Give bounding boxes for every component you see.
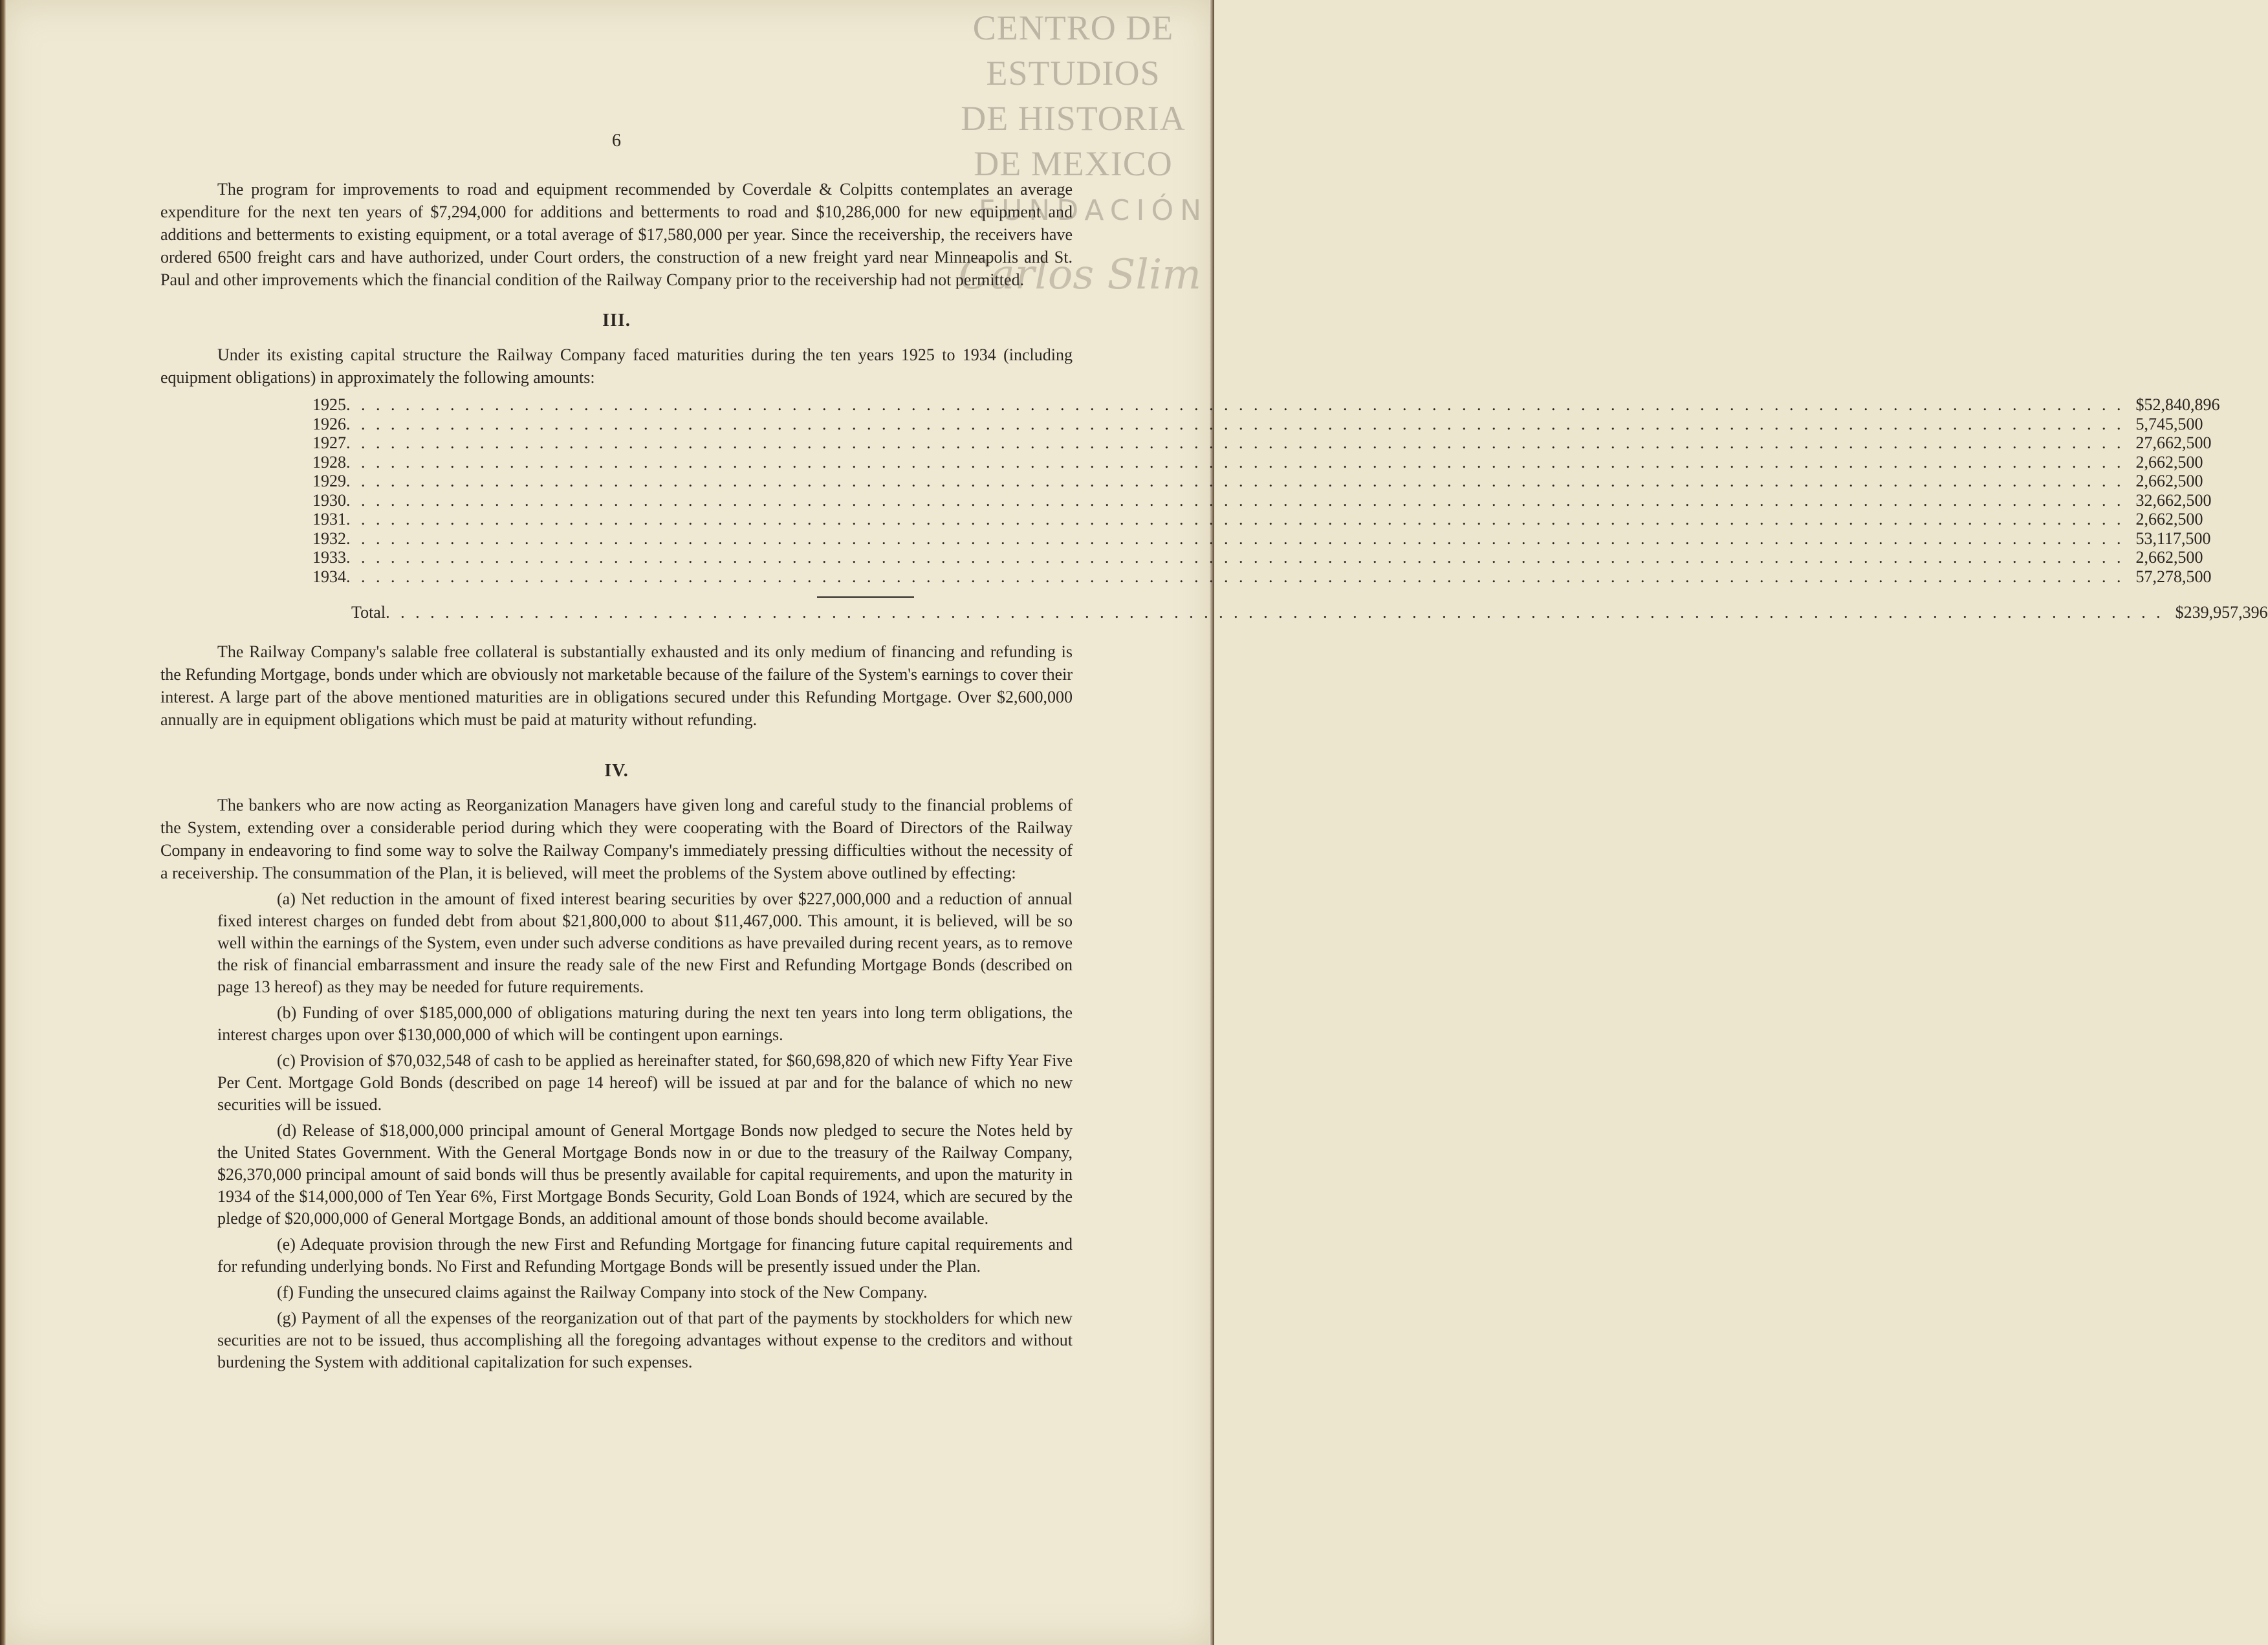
- maturity-year: 1930: [312, 490, 346, 510]
- plan-effect-item: (a) Net reduction in the amount of fixed interest bearing securities by over $227,000,000 and a reduction of annual fixed interest charges on funded debt from about $21,800,000 to about $11,467,000. This amount, it is believed, will be so well within the earnings of the System, even under such adverse conditions as have prevailed during recent years, as to remove the risk of financial embarrassment and insure the ready sale of the new First and Refunding Mortgage Bonds (described on page 13 hereof) as they may be needed for future requirements.: [217, 889, 1073, 996]
- maturity-row: [312, 433, 2212, 453]
- maturity-row: [312, 395, 2220, 415]
- maturity-row: [312, 548, 2203, 567]
- maturity-row: [312, 414, 2203, 434]
- maturity-year: 1934: [312, 567, 346, 586]
- maturity-total-row: [312, 603, 2268, 622]
- maturity-row: [312, 567, 2212, 587]
- page-edge-right: [1209, 0, 1214, 1645]
- leader-dots: . . . . . . . . . . . . . . . . . . . . . . . . . . . . . . . . . . . . . . . . . . . . . . . . . . . . . . . . . . . . . . . . . . . . . . . . . . . . . . . . . . . . . . . . . . . . . . . . . . . . . . . . . . . . . . . . . . . . . . . .: [346, 452, 2124, 472]
- total-rule: [817, 596, 914, 598]
- leader-dots: . . . . . . . . . . . . . . . . . . . . . . . . . . . . . . . . . . . . . . . . . . . . . . . . . . . . . . . . . . . . . . . . . . . . . . . . . . . . . . . . . . . . . . . . . . . . . . . . . . . . . . . . . . . . . . . . . . . . . . . .: [346, 528, 2124, 548]
- watermark-signature: Carlos Slim: [958, 251, 1201, 299]
- section-iv-intro: The bankers who are now acting as Reorganization Managers have given long and careful study to the financial problems of the System, extending over a considerable period during which they were cooperating with the Board of Directors of the Railway Company in endeavoring to find some way to solve the Railway Company's immediately pressing difficulties without the necessity of a receivership. The consummation of the Plan, it is believed, will meet the problems of the System above outlined by effecting:: [160, 795, 1073, 882]
- total-label: Total: [351, 603, 386, 622]
- leader-dots: . . . . . . . . . . . . . . . . . . . . . . . . . . . . . . . . . . . . . . . . . . . . . . . . . . . . . . . . . . . . . . . . . . . . . . . . . . . . . . . . . . . . . . . . . . . . . . . . . . . . . . . . . . . . . . . . . . . . . . . .: [346, 472, 2124, 490]
- leader-dots: . . . . . . . . . . . . . . . . . . . . . . . . . . . . . . . . . . . . . . . . . . . . . . . . . . . . . . . . . . . . . . . . . . . . . . . . . . . . . . . . . . . . . . . . . . . . . . . . . . . . . . . . . . . . . . . . . . . . . . . .: [346, 433, 2124, 452]
- maturity-year: 1932: [312, 528, 346, 548]
- maturity-amount: $52,840,896: [2135, 395, 2220, 414]
- leader-dots: . . . . . . . . . . . . . . . . . . . . . . . . . . . . . . . . . . . . . . . . . . . . . . . . . . . . . . . . . . . . . . . . . . . . . . . . . . . . . . . . . . . . . . . . . . . . . . . . . . . . . . . . . . . . . . . . . . . . . . . .: [346, 510, 2124, 528]
- page-edge-left: [0, 0, 6, 1645]
- plan-effect-item: (f) Funding the unsecured claims against the Railway Company into stock of the New Company.: [277, 1282, 928, 1302]
- maturity-amount: 2,662,500: [2135, 452, 2203, 472]
- watermark-foundation: FUNDACIÓN: [978, 194, 1208, 227]
- plan-effects-list: [217, 888, 1073, 1373]
- maturity-amount: 32,662,500: [2135, 490, 2212, 510]
- maturity-year: 1928: [312, 452, 346, 472]
- maturity-amount: 2,662,500: [2135, 548, 2203, 567]
- watermark-line: DE HISTORIA: [961, 99, 1186, 138]
- maturity-amount: 2,662,500: [2135, 472, 2203, 490]
- leader-dots: . . . . . . . . . . . . . . . . . . . . . . . . . . . . . . . . . . . . . . . . . . . . . . . . . . . . . . . . . . . . . . . . . . . . . . . . . . . . . . . . . . . . . . . . . . . . . . . . . . . . . . . . . . . . . . . . . . . . . . . .: [346, 567, 2124, 586]
- intro-paragraph: The program for improvements to road and equipment recommended by Coverdale & Colpitts contemplates an average expenditure for the next ten years of $7,294,000 for additions and betterments to road and $10,286,000 for new equipment and additions and betterments to existing equipment, or a total average of $17,580,000 per year. Since the receivership, the receivers have ordered 6500 freight cars and have authorized, under Court orders, the construction of a new freight yard near Minneapolis and St. Paul and other improvements which the financial condition of the Railway Company prior to the receivership had not permitted.: [160, 180, 1073, 289]
- maturity-year: 1926: [312, 414, 346, 433]
- maturity-amount: 53,117,500: [2135, 528, 2211, 548]
- maturity-row: [312, 452, 2203, 472]
- total-amount: $239,957,396: [2175, 603, 2268, 622]
- maturity-row: [312, 510, 2203, 529]
- plan-effect-item: (c) Provision of $70,032,548 of cash to be applied as hereinafter stated, for $60,698,820 of which new Fifty Year Five Per Cent. Mortgage Gold Bonds (described on page 14 hereof) will be issued at par and for the balance of which no new securities will be issued.: [217, 1051, 1073, 1114]
- leader-dots: . . . . . . . . . . . . . . . . . . . . . . . . . . . . . . . . . . . . . . . . . . . . . . . . . . . . . . . . . . . . . . . . . . . . . . . . . . . . . . . . . . . . . . . . . . . . . . . . . . . . . . . . . . . . . . . . . . . . . . . .: [386, 603, 2164, 622]
- plan-effect-item: (b) Funding of over $185,000,000 of obligations maturing during the next ten years into long term obligations, the interest charges upon over $130,000,000 of which will be contingent upon earnings.: [217, 1003, 1073, 1044]
- page-number: 6: [612, 131, 621, 151]
- maturity-year: 1927: [312, 433, 346, 452]
- watermark-line: ESTUDIOS: [986, 54, 1161, 93]
- maturity-amount: 27,662,500: [2135, 433, 2212, 452]
- leader-dots: . . . . . . . . . . . . . . . . . . . . . . . . . . . . . . . . . . . . . . . . . . . . . . . . . . . . . . . . . . . . . . . . . . . . . . . . . . . . . . . . . . . . . . . . . . . . . . . . . . . . . . . . . . . . . . . . . . . . . . . .: [346, 414, 2124, 433]
- section-heading-iv: IV.: [604, 760, 629, 781]
- plan-effect-item: (d) Release of $18,000,000 principal amount of General Mortgage Bonds now pledged to secure the Notes held by the United States Government. With the General Mortgage Bonds now in or due to the treasury of the Railway Company, $26,370,000 principal amount of said bonds will thus be presently available for capital requirements, and upon the maturity in 1934 of the $14,000,000 of Ten Year 6%, First Mortgage Bonds Security, Gold Loan Bonds of 1924, which are secured by the pledge of $20,000,000 of General Mortgage Bonds, an additional amount of those bonds should become available.: [217, 1120, 1073, 1228]
- maturity-year: 1933: [312, 548, 346, 567]
- maturity-year: 1925: [312, 395, 346, 414]
- maturity-row: [312, 490, 2212, 510]
- plan-effect-item: (g) Payment of all the expenses of the reorganization out of that part of the payments by stockholders for which new securities are not to be issued, thus accomplishing all the foregoing advantages without expense to the creditors and without burdening the System with additional capitalization for such expenses.: [217, 1308, 1073, 1371]
- leader-dots: . . . . . . . . . . . . . . . . . . . . . . . . . . . . . . . . . . . . . . . . . . . . . . . . . . . . . . . . . . . . . . . . . . . . . . . . . . . . . . . . . . . . . . . . . . . . . . . . . . . . . . . . . . . . . . . . . . . . . . . .: [346, 548, 2124, 567]
- watermark-line: DE MEXICO: [974, 144, 1173, 183]
- maturity-year: 1929: [312, 472, 346, 490]
- maturity-year: 1931: [312, 510, 346, 528]
- section-iii-intro: Under its existing capital structure the Railway Company faced maturities during the ten years 1925 to 1934 (including equipment obligations) in approximately the following amounts:: [160, 345, 1073, 387]
- maturities-table: [312, 395, 2268, 622]
- maturity-row: [312, 472, 2203, 491]
- maturity-amount: 5,745,500: [2135, 414, 2203, 433]
- leader-dots: . . . . . . . . . . . . . . . . . . . . . . . . . . . . . . . . . . . . . . . . . . . . . . . . . . . . . . . . . . . . . . . . . . . . . . . . . . . . . . . . . . . . . . . . . . . . . . . . . . . . . . . . . . . . . . . . . . . . . . . .: [346, 490, 2124, 510]
- maturity-amount: 2,662,500: [2135, 510, 2203, 528]
- section-heading-iii: III.: [602, 310, 631, 331]
- watermark-line: CENTRO DE: [972, 8, 1174, 47]
- leader-dots: . . . . . . . . . . . . . . . . . . . . . . . . . . . . . . . . . . . . . . . . . . . . . . . . . . . . . . . . . . . . . . . . . . . . . . . . . . . . . . . . . . . . . . . . . . . . . . . . . . . . . . . . . . . . . . . . . . . . . . . .: [346, 395, 2124, 414]
- plan-effect-item: (e) Adequate provision through the new First and Refunding Mortgage for financing future capital requirements and for refunding underlying bonds. No First and Refunding Mortgage Bonds will be presently issued under the Plan.: [217, 1234, 1073, 1276]
- maturity-row: [312, 528, 2211, 549]
- section-iii-closing: The Railway Company's salable free collateral is substantially exhausted and its only medium of financing and refunding is the Refunding Mortgage, bonds under which are obviously not marketable because of the failure of the System's earnings to cover their interest. A large part of the above mentioned maturities are in obligations secured under this Refunding Mortgage. Over $2,600,000 annually are in equipment obligations which must be paid at maturity without refunding.: [160, 642, 1073, 729]
- maturity-amount: 57,278,500: [2135, 567, 2212, 586]
